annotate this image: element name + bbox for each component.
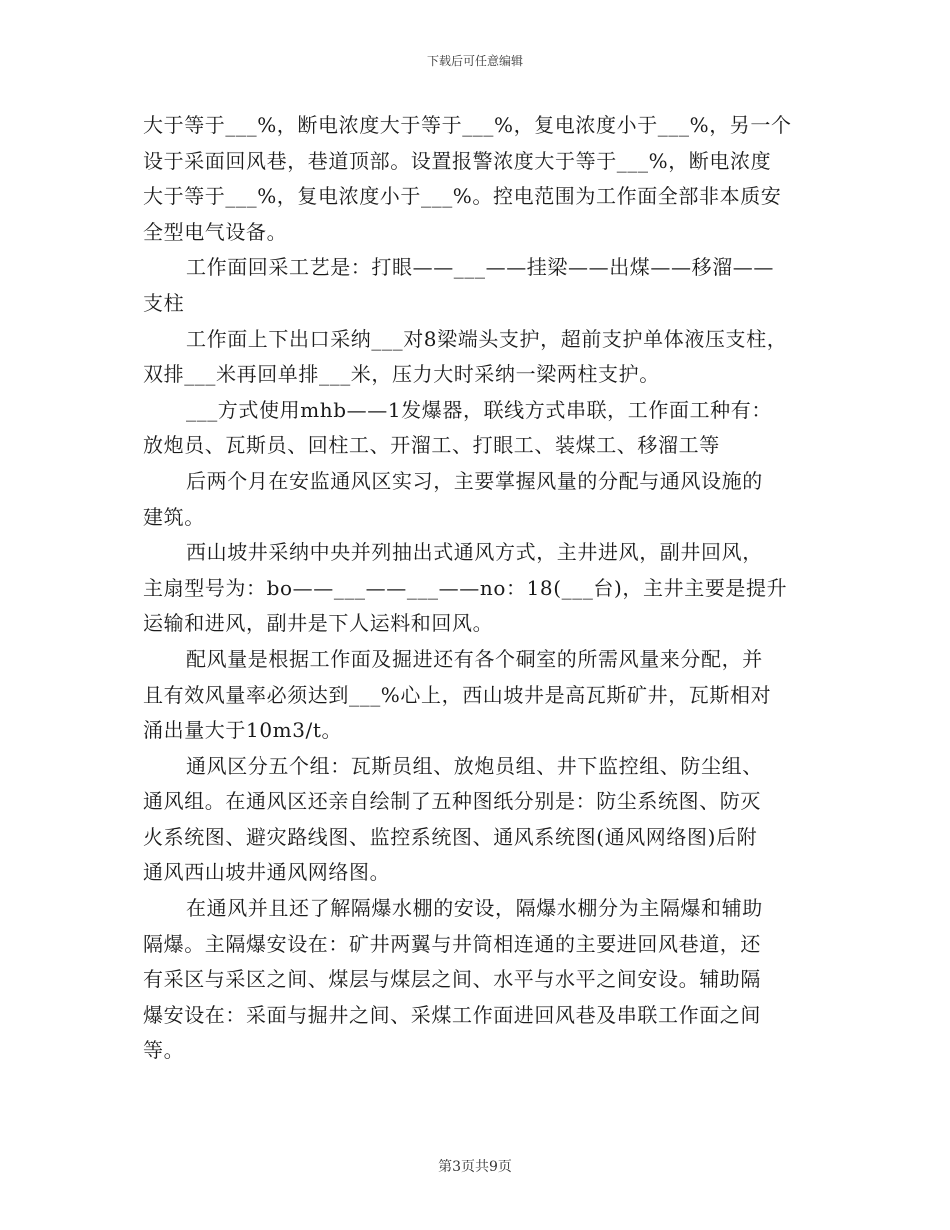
- text-line: 设于采面回风巷，巷道顶部。设置报警浓度大于等于___%，断电浓度: [143, 148, 772, 173]
- text-line: 等。: [143, 1038, 185, 1063]
- text-line: 有采区与采区之间、煤层与煤层之间、水平与水平之间安设。辅助隔: [143, 967, 761, 992]
- text-line: 西山坡井采纳中央并列抽出式通风方式，主井进风，副井回风，: [186, 540, 763, 565]
- document-body: [143, 108, 813, 1069]
- text-line: 后两个月在安监通风区实习，主要掌握风量的分配与通风设施的: [186, 468, 763, 493]
- text-line: 通风区分五个组：瓦斯员组、放炮员组、井下监控组、防尘组、: [186, 753, 763, 778]
- text-line: 涌出量大于10m3/t。: [143, 718, 343, 743]
- text-line: 隔爆。主隔爆安设在：矿井两翼与井筒相连通的主要进回风巷道，还: [143, 931, 761, 956]
- text-line: 且有效风量率必须达到___%心上，西山坡井是高瓦斯矿井，瓦斯相对: [143, 682, 772, 707]
- text-line: 工作面上下出口采纳___对8梁端头支护，超前支护单体液压支柱，: [186, 326, 788, 351]
- text-line: 爆安设在：采面与掘井之间、采煤工作面进回风巷及串联工作面之间: [143, 1002, 761, 1027]
- page-header: 下载后可任意编辑: [426, 54, 523, 68]
- text-line: 双排___米再回单排___米，压力大时采纳一梁两柱支护。: [143, 362, 660, 387]
- page-footer: 第3页共9页: [438, 1159, 512, 1175]
- text-line: 支柱: [143, 290, 185, 315]
- text-line: 大于等于___%，复电浓度小于___%。控电范围为工作面全部非本质安: [143, 184, 782, 209]
- text-line: 建筑。: [143, 504, 205, 529]
- text-line: 全型电气设备。: [143, 219, 288, 244]
- text-line: ___方式使用mhb——1发爆器，联线方式串联，工作面工种有：: [186, 397, 772, 422]
- text-line: 通风组。在通风区还亲自绘制了五种图纸分别是：防尘系统图、防灭: [143, 789, 761, 814]
- text-line: 大于等于___%，断电浓度大于等于___%，复电浓度小于___%，另一个: [143, 113, 792, 137]
- text-line: 放炮员、瓦斯员、回柱工、开溜工、打眼工、装煤工、移溜工等: [143, 433, 720, 458]
- text-line: 运输和进风，副井是下人运料和回风。: [143, 611, 494, 636]
- text-line: 火系统图、避灾路线图、监控系统图、通风系统图(通风网络图)后附: [143, 824, 758, 849]
- text-line: 工作面回采工艺是：打眼——___——挂梁——出煤——移溜——: [186, 255, 774, 280]
- text-line: 主扇型号为：bo——___——___——no：18(___台)，主井主要是提升: [143, 575, 788, 600]
- text-line: 通风西山坡井通风网络图。: [143, 860, 391, 885]
- text-line: 在通风并且还了解隔爆水棚的安设，隔爆水棚分为主隔爆和辅助: [186, 896, 763, 921]
- text-line: 配风量是根据工作面及掘进还有各个硐室的所需风量来分配，并: [186, 646, 763, 671]
